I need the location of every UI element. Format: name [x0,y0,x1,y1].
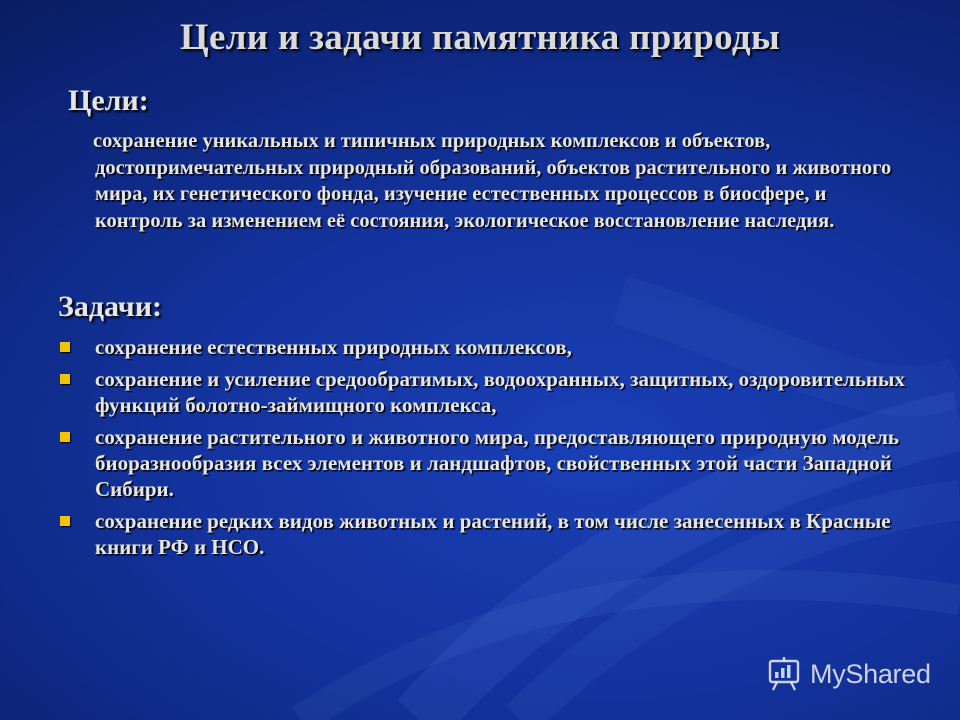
watermark-text: MyShared [810,658,931,689]
watermark[interactable] [766,652,931,696]
presentation-board-icon [766,656,802,692]
tasks-list [58,334,908,566]
task-item [58,366,908,418]
square-bullet-icon [60,374,70,384]
goals-heading: Цели: [68,84,149,117]
task-item [58,424,908,502]
task-item [58,508,908,560]
task-item [58,334,908,360]
goals-text: сохранение уникальных и типичных природных комплексов и объектов, достопримечательных природный образований, объектов растительного и животного мира, их генетического фонда, изучение естественных процессов в биосфере, и контроль за изменением её состояния, экологическое восстановление наследия. [93,130,892,232]
tasks-heading: Задачи: [58,290,163,323]
page-title: Цели и задачи памятника природы [179,17,781,58]
task-text: сохранение растительного и животного мира, предоставляющего природную модель биоразнообразия всех элементов и ландшафтов, свойственных этой части Западной Сибири. [95,425,899,501]
square-bullet-icon [60,516,70,526]
square-bullet-icon [60,432,70,442]
task-text: сохранение редких видов животных и растений, в том числе занесенных в Красные книги РФ и НСО. [95,509,891,559]
task-text: сохранение и усиление средообратимых, водоохранных, защитных, оздоровительных функций болотно-займищного комплекса, [95,367,905,417]
square-bullet-icon [60,342,70,352]
task-text: сохранение естественных природных комплексов, [95,335,572,359]
